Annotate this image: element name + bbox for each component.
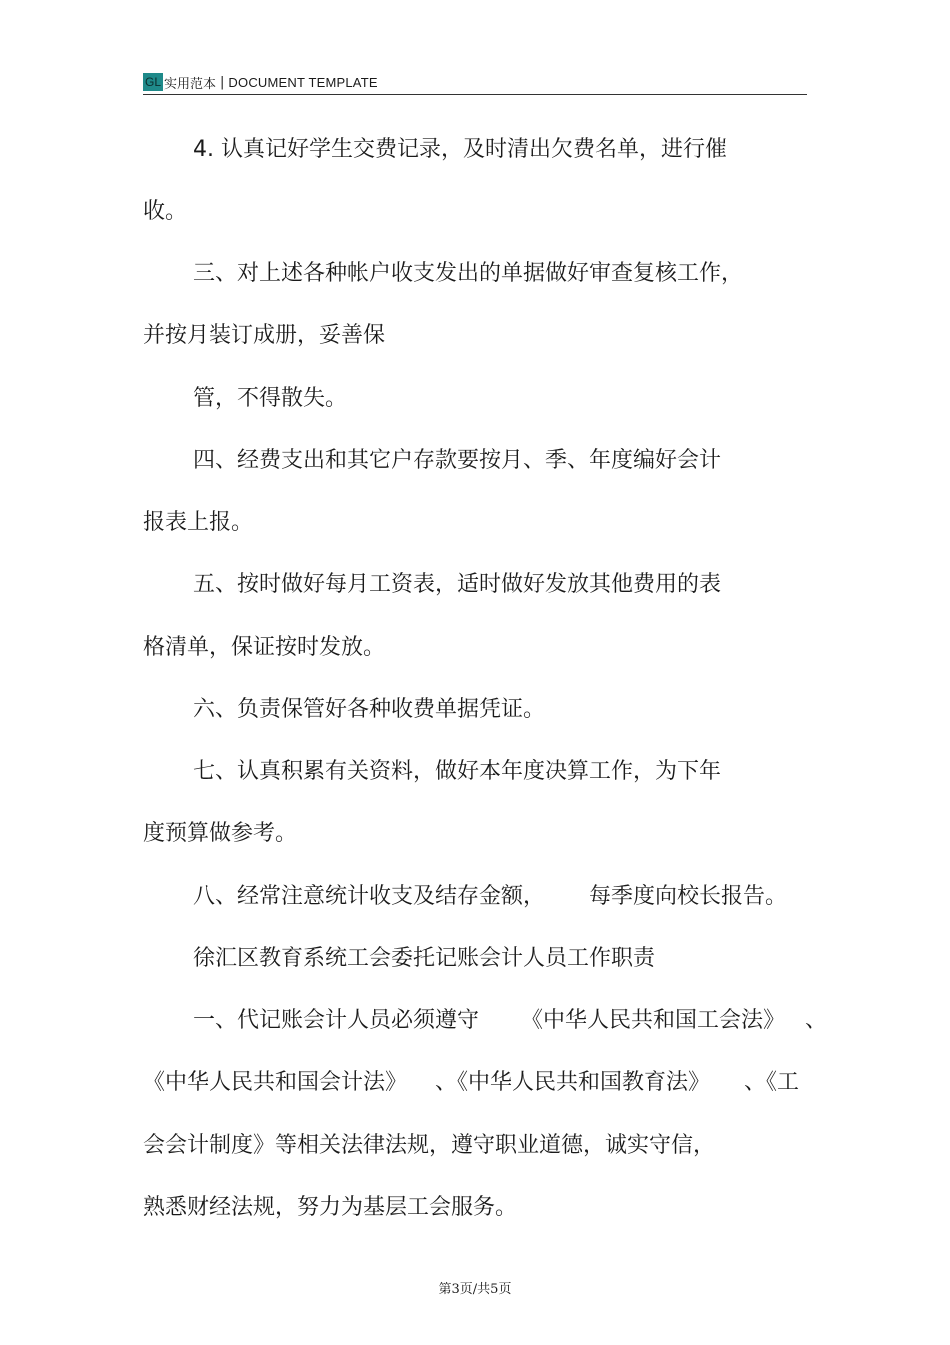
text-line: 四、经费支出和其它户存款要按月、季、年度编好会计 bbox=[193, 448, 722, 473]
gl-logo: GL bbox=[145, 75, 162, 89]
text-line: 熟悉财经法规，努力为基层工会服务。 bbox=[143, 1195, 518, 1220]
text-line: 徐汇区教育系统工会委托记账会计人员工作职责 bbox=[193, 946, 656, 971]
text-line: 五、按时做好每月工资表，适时做好发放其他费用的表 bbox=[193, 572, 722, 597]
text-line: 《中华人民共和国工会法》 bbox=[521, 1008, 786, 1033]
page-number: 第3页/共5页 bbox=[438, 1282, 512, 1297]
text-line: 、《中华人民共和国教育法》 bbox=[435, 1070, 711, 1095]
text-line: 六、负责保管好各种收费单据凭证。 bbox=[193, 697, 546, 722]
text-line: 4. 认真记好学生交费记录，及时清出欠费名单，进行催 bbox=[193, 137, 727, 162]
text-line: 报表上报。 bbox=[143, 510, 254, 535]
text-line: 格清单，保证按时发放。 bbox=[143, 635, 386, 660]
text-line: 并按月装订成册，妥善保 bbox=[143, 323, 386, 348]
text-line: 三、对上述各种帐户收支发出的单据做好审查复核工作， bbox=[193, 261, 744, 286]
header-separator: | bbox=[220, 74, 225, 90]
header-brand: 实用范本 bbox=[164, 76, 217, 92]
text-line: 会会计制度》等相关法律法规，遵守职业道德，诚实守信， bbox=[143, 1133, 716, 1158]
header-template-label: DOCUMENT TEMPLATE bbox=[228, 74, 378, 90]
text-line: 《中华人民共和国会计法》 bbox=[143, 1070, 408, 1095]
text-line: 、《工 bbox=[744, 1070, 800, 1095]
text-line: 度预算做参考。 bbox=[143, 821, 298, 846]
text-line: 每季度向校长报告。 bbox=[589, 884, 788, 909]
text-line: 七、认真积累有关资料，做好本年度决算工作，为下年 bbox=[193, 759, 722, 784]
page-header bbox=[143, 70, 807, 95]
text-line: 管，不得散失。 bbox=[193, 386, 348, 411]
text-line: 、 bbox=[805, 1008, 828, 1033]
text-line: 收。 bbox=[143, 199, 188, 224]
text-line: 八、经常注意统计收支及结存金额， bbox=[193, 884, 546, 909]
text-line: 一、代记账会计人员必须遵守 bbox=[193, 1008, 480, 1033]
